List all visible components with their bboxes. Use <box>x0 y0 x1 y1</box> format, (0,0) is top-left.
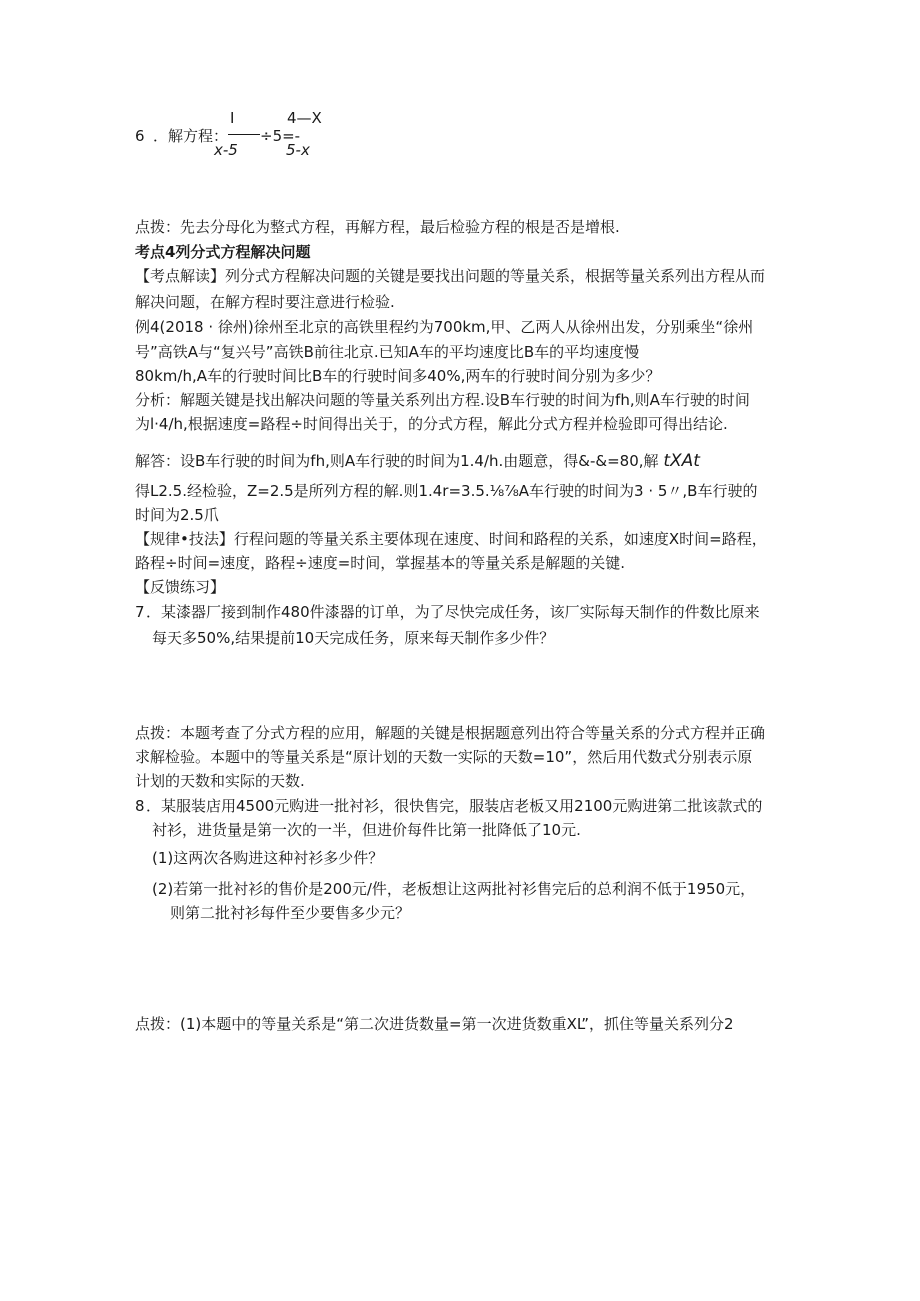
section-4-title: 考点4列分式方程解决问题 <box>135 243 311 261</box>
question-number: 8 <box>135 797 145 815</box>
solution-line1 <box>135 452 700 470</box>
solution-line2: 得L2.5.经检验，Z=2.5是所列方程的解.则1.4r=3.5.⅛⅞A车行驶的时间为3 · 5〃,B车行驶的 <box>135 482 758 500</box>
fraction-2-denominator: 5-x <box>286 141 310 159</box>
section-4-reading-line1: 【考点解读】列分式方程解决问题的关键是要找出问题的等量关系，根据等量关系列出方程从而 <box>135 267 766 285</box>
question-8-sub2-line1: (2)若第一批衬衫的售价是200元/件，老板想让这两批衬衫售完后的总利润不低于1950元， <box>152 880 756 898</box>
question-8-line1: ．某服装店用4500元购进一批衬衫，很快售完，服装店老板又用2100元购进第二批该款式的 <box>146 797 763 815</box>
fraction-2-numerator: 4—X <box>287 109 322 127</box>
hint-q8: 点拨：(1)本题中的等量关系是“第二次进货数量=第一次进货数重XL”，抓住等量关系列分2 <box>135 1015 734 1033</box>
hint-q6: 点拨：先去分母化为整式方程，再解方程，最后检验方程的根是否是增根. <box>135 218 620 236</box>
feedback-title: 【反馈练习】 <box>135 578 226 596</box>
section-4-reading-line2: 解决问题，在解方程时要注意进行检验. <box>135 293 395 311</box>
question-7-line2: 每天多50%,结果提前10天完成任务，原来每天制作多少件？ <box>152 629 555 647</box>
solution-garbled-math: tXAt <box>663 451 700 471</box>
solution-text: 解答：设B车行驶的时间为fh,则A车行驶的时间为1.4∕h.由题意，得&-&=80,解 <box>135 452 659 470</box>
question-8-sub1: (1)这两次各购进这种衬衫多少件？ <box>152 849 384 867</box>
question-8-sub2-line2: 则第二批衬衫每件至少要售多少元？ <box>170 904 411 922</box>
question-number: 7 <box>135 603 145 621</box>
question-7-line1: ．某漆器厂接到制作480件漆器的订单，为了尽快完成任务，该厂实际每天制作的件数比原来 <box>146 603 760 621</box>
rules-line1: 【规律•技法】行程问题的等量关系主要体现在速度、时间和路程的关系，如速度X时间=路程， <box>135 530 767 548</box>
question-label: ．解方程： <box>153 127 229 145</box>
analysis-line1: 分析：解题关键是找出解决问题的等量关系列出方程.设B车行驶的时间为fh,则A车行驶的时间 <box>135 391 750 409</box>
example-4-line1: 例4(2018 · 徐州)徐州至北京的高铁里程约为700km,甲、乙两人从徐州出发，分别乘坐“徐州 <box>135 318 754 336</box>
fraction-1-numerator: I <box>230 109 235 127</box>
example-4-line3: 80km/h,A车的行驶时间比B车的行驶时间多40%,两车的行驶时间分别为多少？ <box>135 367 661 385</box>
question-8-line2: 衬衫，进货量是第一次的一半，但进价每件比第一批降低了10元. <box>152 821 581 839</box>
question-number: 6 <box>135 127 145 145</box>
rules-line2: 路程÷时间=速度，路程÷速度=时间，掌握基本的等量关系是解题的关键. <box>135 554 626 572</box>
analysis-line2: 为l·4∕h,根据速度=路程÷时间得出关于，的分式方程，解此分式方程并检验即可得出结论. <box>135 415 728 433</box>
fraction-1-bar <box>228 134 260 135</box>
fraction-1-denominator: x-5 <box>214 141 238 159</box>
hint-q7-line2: 求解检验。本题中的等量关系是“原计划的天数一实际的天数=10”，然后用代数式分别表示原 <box>135 748 753 766</box>
hint-q7-line3: 计划的天数和实际的天数. <box>135 772 305 790</box>
solution-line3: 时间为2.5爪 <box>135 506 219 524</box>
example-4-line2: 号”高铁A与“复兴号”高铁B前往北京.已知A车的平均速度比B车的平均速度慢 <box>135 343 640 361</box>
equation-middle: ÷5=- <box>260 127 301 145</box>
hint-q7-line1: 点拨：本题考查了分式方程的应用，解题的关键是根据题意列出符合等量关系的分式方程并正确 <box>135 724 766 742</box>
